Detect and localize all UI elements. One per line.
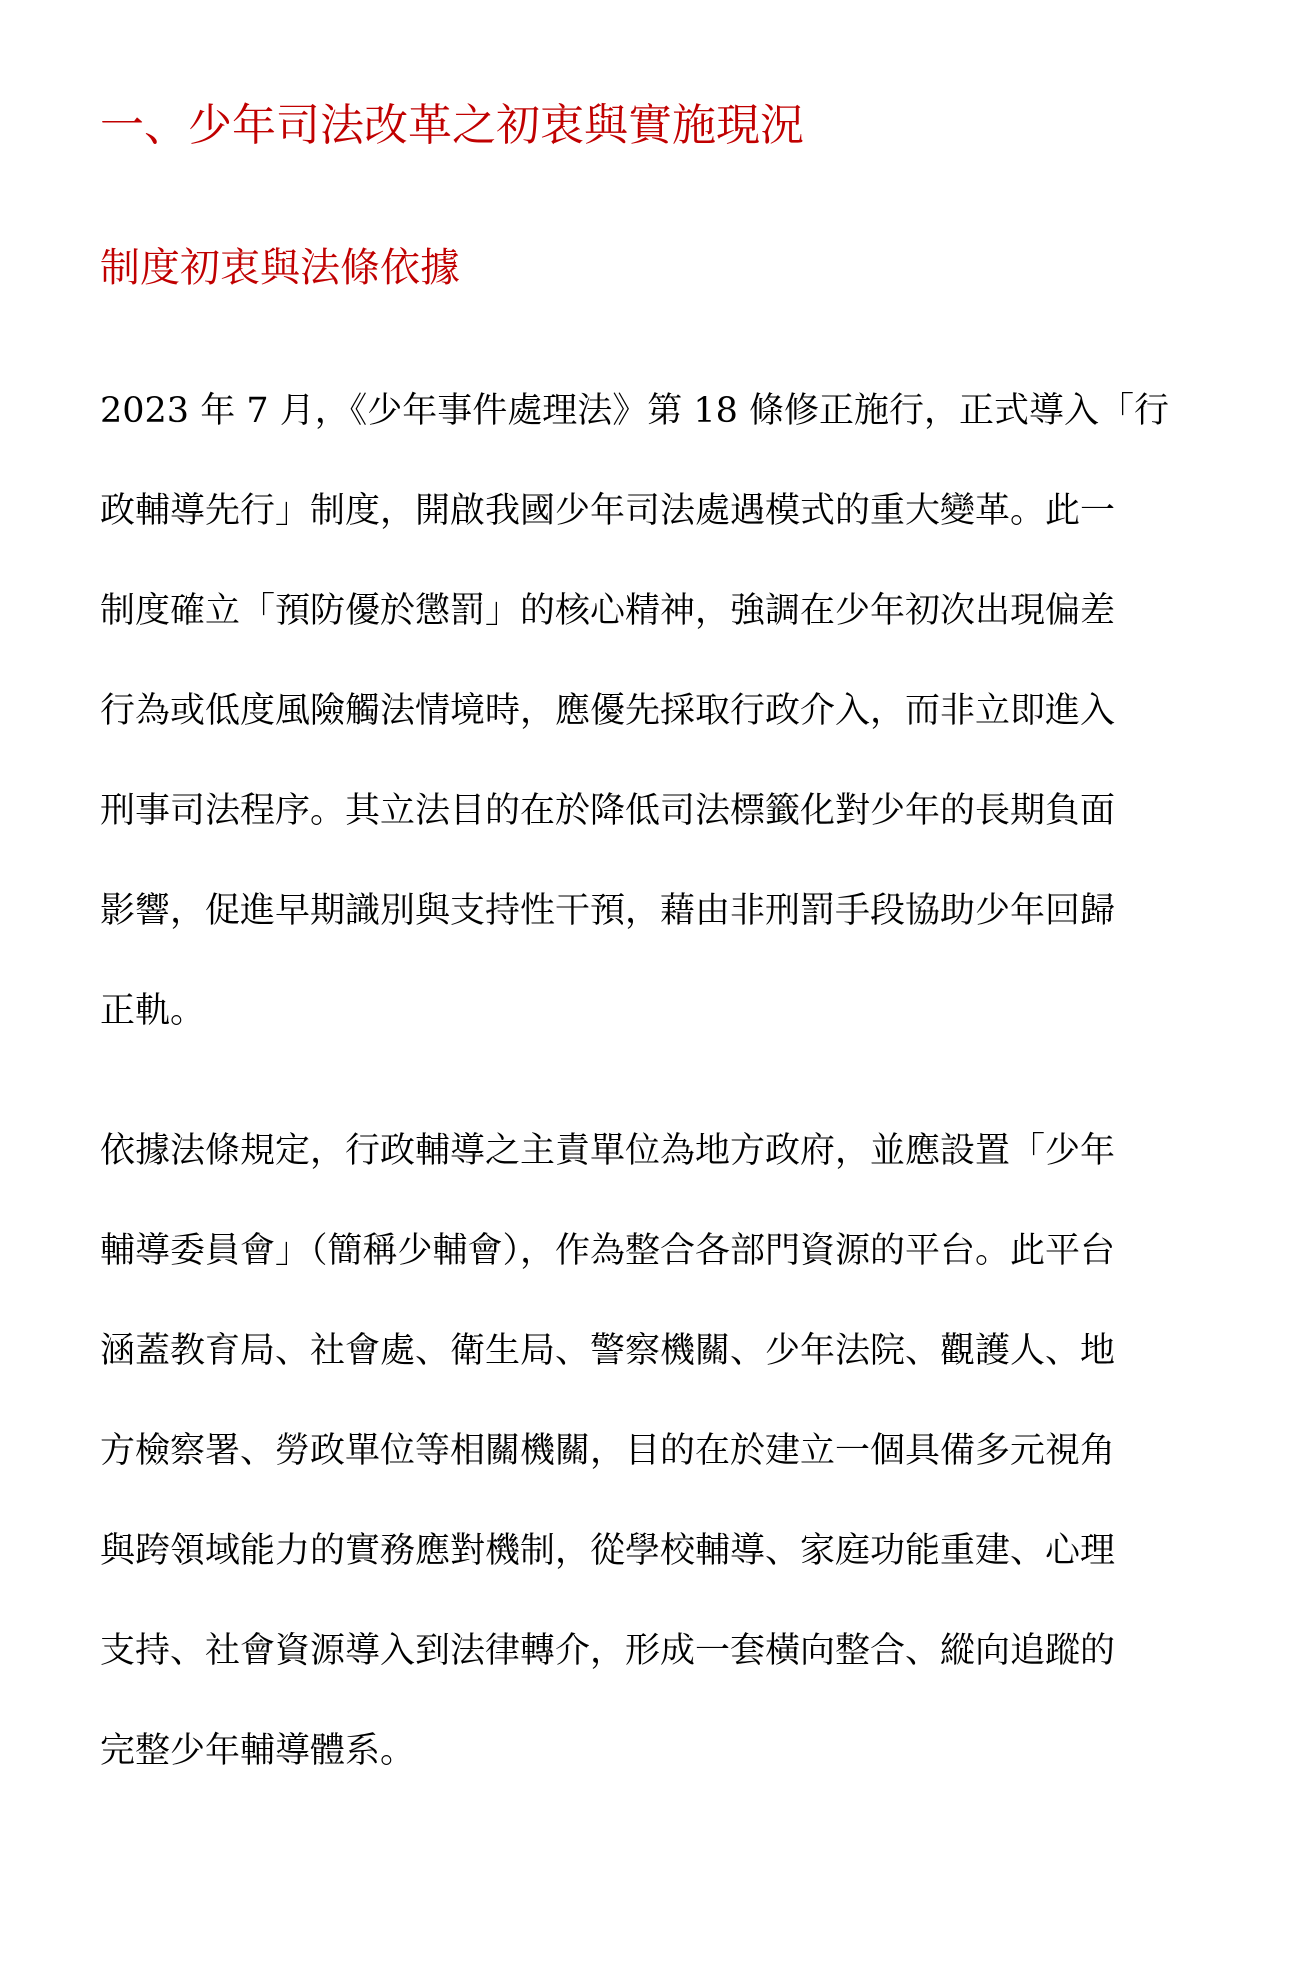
paragraph-1-line: 正軌。	[100, 991, 206, 1031]
paragraph-1-line: 影響，促進早期識別與支持性干預，藉由非刑罰手段協助少年回歸	[100, 891, 1116, 931]
paragraph-2-line: 涵蓋教育局、社會處、衛生局、警察機關、少年法院、觀護人、地	[100, 1331, 1116, 1371]
paragraph-1-line: 行為或低度風險觸法情境時，應優先採取行政介入，而非立即進入	[100, 691, 1116, 731]
paragraph-1-line: 政輔導先行」制度，開啟我國少年司法處遇模式的重大變革。此一	[100, 491, 1116, 531]
subsection-heading: 制度初衷與法條依據	[100, 245, 460, 291]
paragraph-2-line: 輔導委員會」（簡稱少輔會），作為整合各部門資源的平台。此平台	[100, 1231, 1116, 1271]
paragraph-2-line: 方檢察署、勞政單位等相關機關，目的在於建立一個具備多元視角	[100, 1431, 1116, 1471]
paragraph-1-line: 2023 年 7 月，《少年事件處理法》第 18 條修正施行，正式導入「行	[100, 391, 1170, 431]
paragraph-2-line: 支持、社會資源導入到法律轉介，形成一套橫向整合、縱向追蹤的	[100, 1631, 1116, 1671]
paragraph-2-line: 與跨領域能力的實務應對機制，從學校輔導、家庭功能重建、心理	[100, 1531, 1116, 1571]
paragraph-2-line: 完整少年輔導體系。	[100, 1731, 416, 1771]
section-heading: 一、少年司法改革之初衷與實施現況	[100, 100, 804, 151]
paragraph-1-line: 刑事司法程序。其立法目的在於降低司法標籤化對少年的長期負面	[100, 791, 1116, 831]
paragraph-1-line: 制度確立「預防優於懲罰」的核心精神，強調在少年初次出現偏差	[100, 591, 1116, 631]
paragraph-2-line: 依據法條規定，行政輔導之主責單位為地方政府，並應設置「少年	[100, 1131, 1116, 1171]
